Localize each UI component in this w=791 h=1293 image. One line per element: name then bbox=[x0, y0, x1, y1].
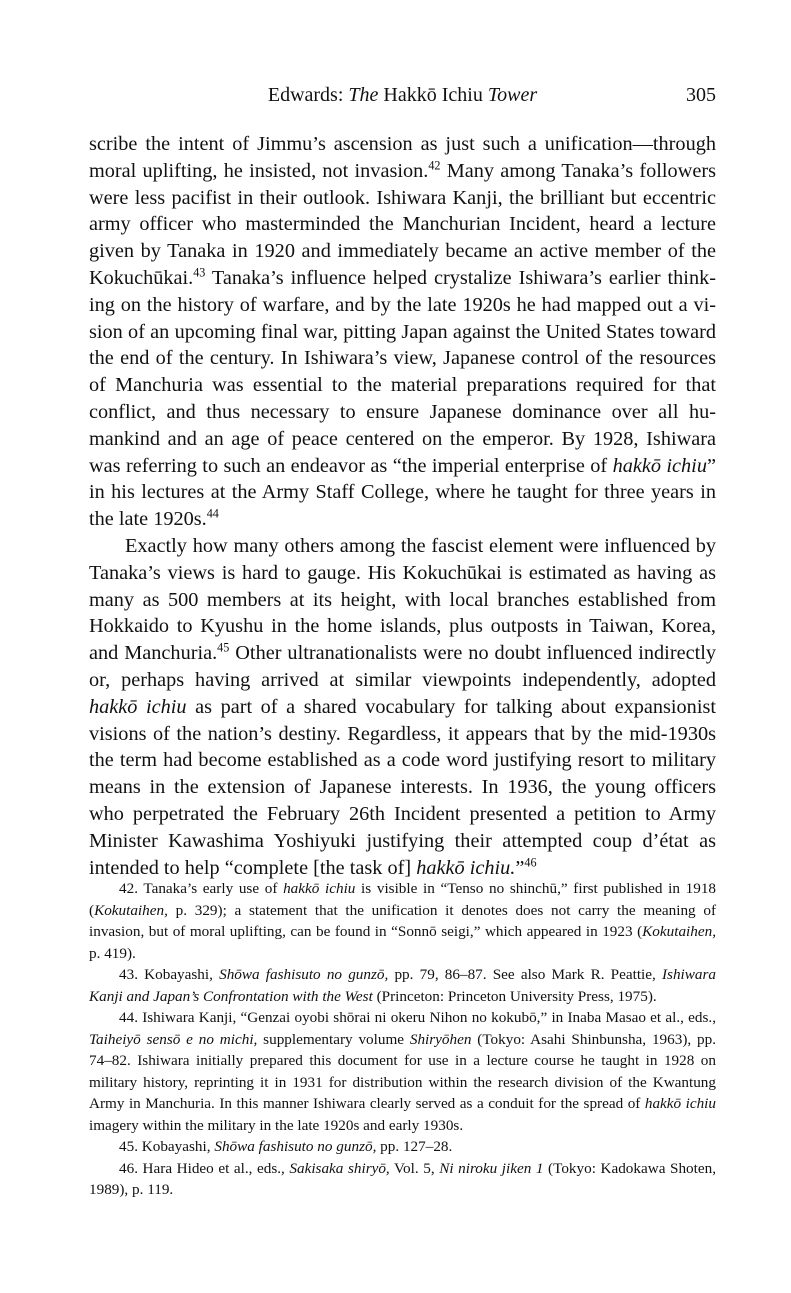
footnote-43: 43. Kobayashi, Shōwa fashisuto no gunzō, pp. 79, 86–87. See also Mark R. Peattie, Ishiwara Kanji and Japan’s Confrontation with the West (Princeton: Princeton University Press, 1975). bbox=[89, 966, 716, 1005]
paragraph-1: scribe the intent of Jimmu’s ascension as just such a unification—through moral uplifting, he insisted, not invasion.$^{42}$ Many among Tanaka’s followers were less pacifist in their outlook. Ishiwara Kanji, the brilliant but eccentric army officer who masterminded the Manchurian Incident, heard a lecture given by Tanaka in 1920 and immediately became an active member of the Kokuchūkai.$^{43}$ Tanaka’s influence helped crystalize Ishiwara’s earlier thinking on the history of warfare, and by the late 1920s he had mapped out a vision of an upcoming final war, pitting Japan against the United States toward the end of the century. In Ishiwara’s view, Japanese control of the resources of Manchuria was essential to the material preparations required for that conflict, and thus necessary to ensure Japanese dominance over all humankind and an age of peace centered on the emperor. By 1928, Ishiwara was referring to such an endeavor as “the imperial enterprise of hakkō ichiu” in his lectures at the Army Staff College, where he taught for three years in the late 1920s.$^{44}$ bbox=[89, 133, 716, 531]
footnotes bbox=[89, 878, 716, 1201]
note-ref-45[interactable]: 45 bbox=[217, 640, 230, 655]
page-number: 305 bbox=[686, 84, 716, 106]
note-ref-46[interactable]: 46 bbox=[524, 854, 537, 869]
note-ref-43[interactable]: 43 bbox=[193, 265, 206, 280]
paragraph-2: Exactly how many others among the fascist element were influenced by Tanaka’s views is hard to gauge. His Kokuchūkai is estimated as having as many as 500 members at its height, with local branches established from Hokkaido to Kyushu in the home islands, plus outposts in Taiwan, Korea, and Manchuria.$^{45}$ Other ultranationalists were no doubt influenced indirectly or, perhaps having arrived at similar viewpoints independently, adopted hakkō ichiu as part of a shared vocabulary for talking about expansionist visions of the nation’s destiny. Regardless, it appears that by the mid-1930s the term had become established as a code word justifying resort to military means in the extension of Japanese interests. In 1936, the young officers who perpetrated the February 26th Incident presented a petition to Army Minister Kawashima Yoshiyuki justifying their attempted coup d’état as intended to help “complete [the task of] hakkō ichiu.”$^{46}$ bbox=[89, 534, 716, 879]
body-text bbox=[89, 131, 716, 881]
footnote-42: 42. Tanaka’s early use of hakkō ichiu is visible in “Tenso no shinchū,” first published in 1918 (Kokutaihen, p. 329); a statement that the unification it denotes does not carry the meaning of invasion, but of moral uplifting, can be found in “Sonnō seigi,” which appeared in 1923 (Kokutaihen, p. 419). bbox=[89, 880, 717, 962]
note-ref-44[interactable]: 44 bbox=[206, 506, 219, 521]
footnote-46: 46. Hara Hideo et al., eds., Sakisaka shiryō, Vol. 5, Ni niroku jiken 1 (Tokyo: Kadokawa Shoten, 1989), p. 119. bbox=[89, 1159, 716, 1198]
note-ref-42[interactable]: 42 bbox=[428, 158, 441, 173]
running-title: Edwards: The Hakkō Ichiu Tower bbox=[267, 84, 538, 106]
footnote-44: 44. Ishiwara Kanji, “Genzai oyobi shōrai ni okeru Nihon no kokubō,” in Inaba Masao et al., eds., Taiheiyō sensō e no michi, supplementary volume Shiryōhen (Tokyo: Asahi Shinbunsha, 1963), pp. 74–82. Ishiwara initially prepared this document for use in a lecture course he taught in 1928 on military history, reprinting it in 1931 for distribution within the research division of the Kwantung Army in Manchuria. In this manner Ishiwara clearly served as a conduit for the spread of hakkō ichiu imagery within the military in the late 1920s and early 1930s. bbox=[89, 1009, 716, 1134]
footnote-45: 45. Kobayashi, Shōwa fashisuto no gunzō, pp. 127–28. bbox=[119, 1138, 453, 1155]
running-head bbox=[89, 80, 716, 110]
